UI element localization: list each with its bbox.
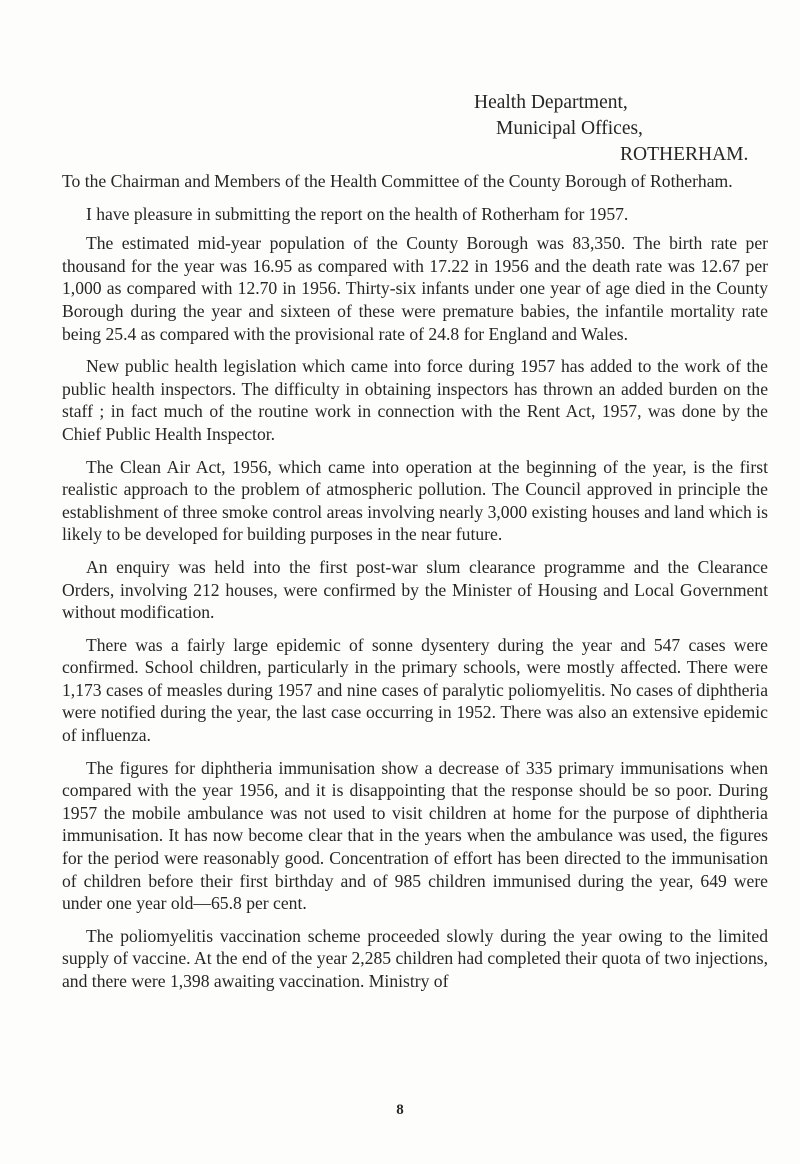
address-line-town: ROTHERHAM.: [620, 144, 749, 165]
paragraph-epidemics: There was a fairly large epidemic of sonne dysentery during the year and 547 cases were confirmed. School children, particularly in the primary schools, were mostly affected. There were 1,173 cases of measles during 1957 and nine cases of paralytic poliomyelitis. No cases of diphtheria were notified during the year, the last case occurring in 1952. There was also an extensive epidemic of influenza.: [62, 634, 768, 746]
page-number: 8: [396, 1102, 404, 1118]
paragraph-population: The estimated mid-year population of the County Borough was 83,350. The birth rate per thousand for the year was 16.95 as compared with 17.22 in 1956 and the death rate was 12.67 per 1,000 as compared with 12.70 in 1956. Thirty-six infants under one year of age died in the County Borough during the year and sixteen of these were premature babies, the infantile mortality rate being 25.4 as compared with the provisional rate of 24.8 for England and Wales.: [62, 233, 768, 344]
paragraph-clean-air: The Clean Air Act, 1956, which came into operation at the beginning of the year, is the first realistic approach to the problem of atmospheric pollution. The Council approved in principle the establishment of three smoke control areas involving nearly 3,000 existing houses and land which is likely to be developed for building purposes in the near future.: [62, 456, 768, 545]
address-line-department: Health Department,: [474, 92, 628, 113]
paragraph-poliomyelitis: The poliomyelitis vaccination scheme proceeded slowly during the year owing to the limited supply of vaccine. At the end of the year 2,285 children had completed their quota of two injections, and there were 1,398 awaiting vaccination. Ministry of: [62, 925, 768, 991]
report-body: [62, 170, 768, 1003]
salutation: To the Chairman and Members of the Health Committee of the County Borough of Rotherham.: [62, 171, 733, 191]
paragraph-immunisation: The figures for diphtheria immunisation show a decrease of 335 primary immunisations when compared with the year 1956, and it is disappointing that the response should be so poor. During 1957 the mobile ambulance was not used to visit children at home for the purpose of diphtheria immunisation. It has now become clear that in the years when the ambulance was used, the figures for the period were reasonably good. Concentration of effort has been directed to the immunisation of children before their first birthday and of 985 children immunised during the year, 649 were under one year old—65.8 per cent.: [62, 757, 768, 914]
paragraph-legislation: New public health legislation which came into force during 1957 has added to the work of the public health inspectors. The difficulty in obtaining inspectors has thrown an added burden on the staff ; in fact much of the routine work in connection with the Rent Act, 1957, was done by the Chief Public Health Inspector.: [62, 356, 768, 444]
address-line-offices: Municipal Offices,: [496, 118, 643, 139]
sender-address: [474, 90, 774, 168]
paragraph-intro: I have pleasure in submitting the report on the health of Rotherham for 1957.: [86, 203, 629, 224]
paragraph-slum-clearance: An enquiry was held into the first post-war slum clearance programme and the Clearance Orders, involving 212 houses, were confirmed by the Minister of Housing and Local Government without modification.: [62, 556, 768, 623]
